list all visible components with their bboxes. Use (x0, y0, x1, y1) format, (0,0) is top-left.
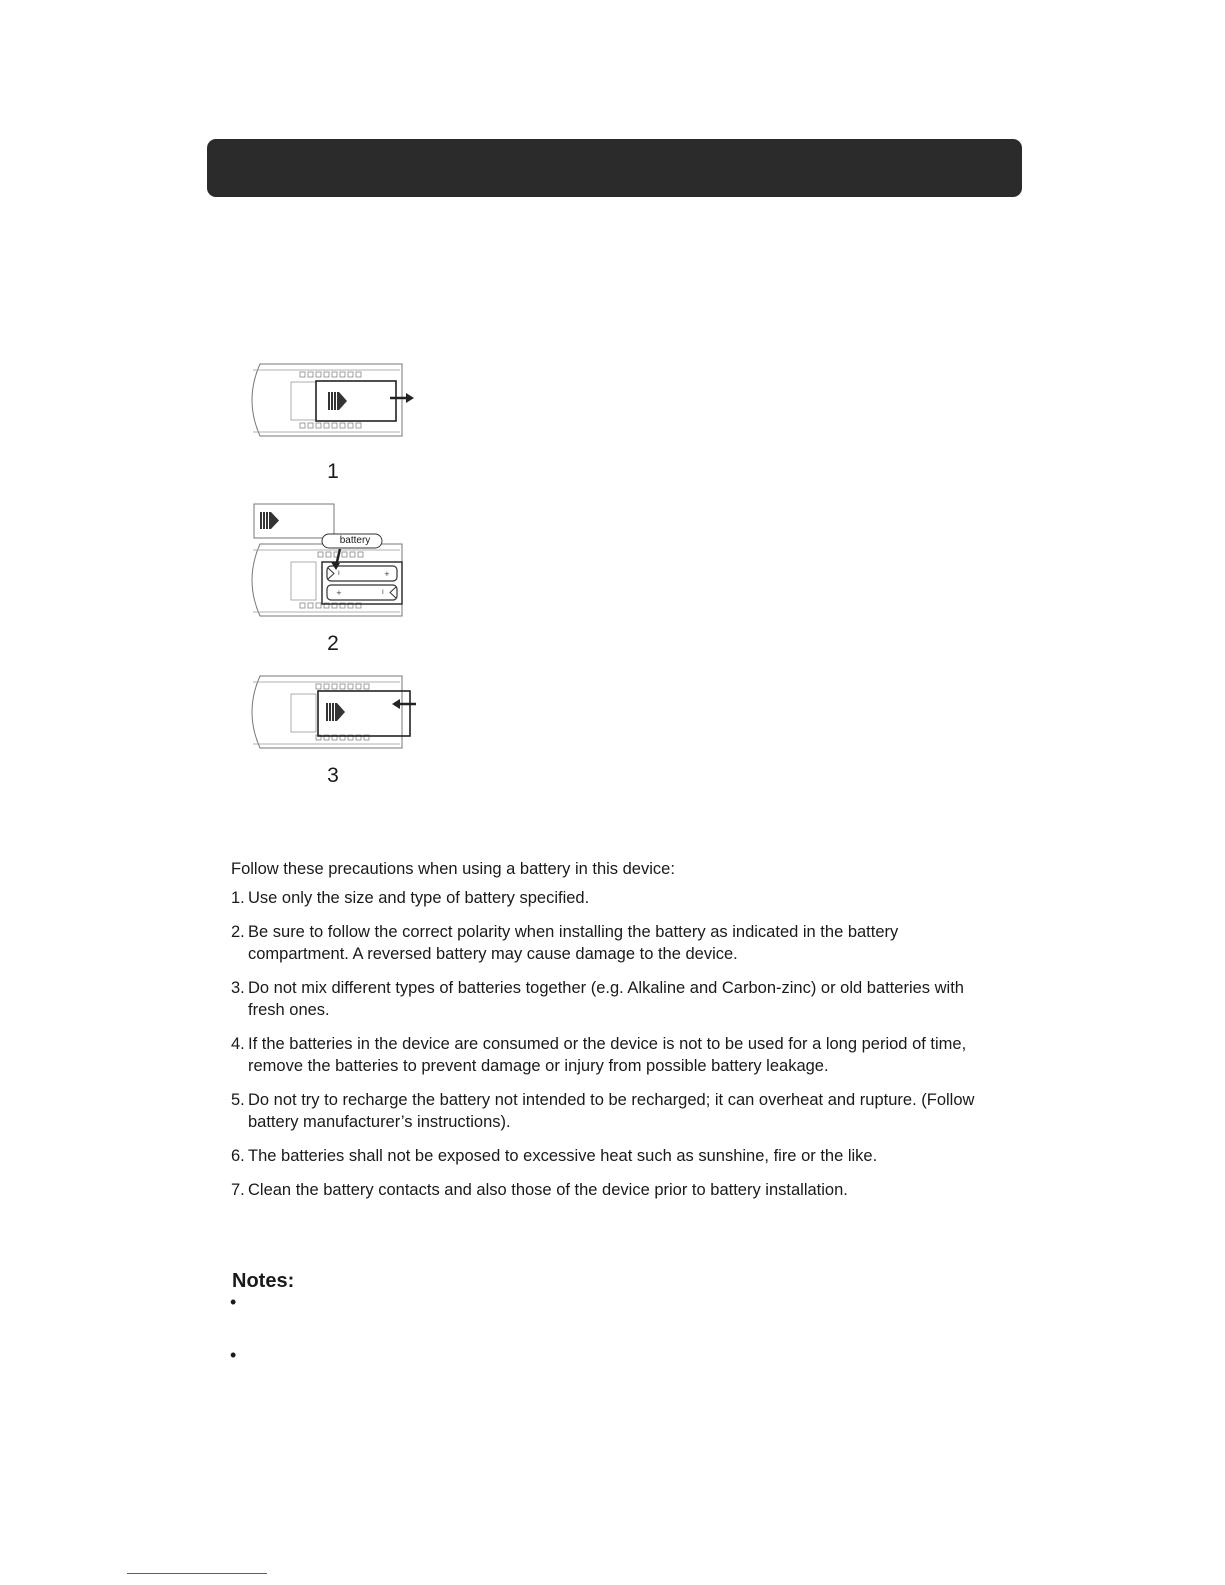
list-item (231, 977, 991, 1021)
list-item (231, 1033, 991, 1077)
battery-callout-label: battery (339, 535, 371, 546)
item-text: If the batteries in the device are consumed or the device is not to be used for a long period of time, remove the batteries to prevent damage or injury from possible battery leakage. (248, 1035, 967, 1075)
figure-label-1: 1 (327, 460, 339, 483)
battery-precautions (231, 858, 991, 1213)
svg-text:I: I (382, 589, 384, 596)
list-item (231, 1145, 991, 1167)
precautions-list (231, 887, 991, 1201)
item-text: Do not try to recharge the battery not intended to be recharged; it can overheat and rupture. (Follow battery manufacturer’s instructions). (248, 1091, 975, 1131)
remote-battery-compartment-drawing (250, 502, 420, 622)
svg-text:+: + (336, 589, 342, 597)
figure-label-3: 3 (327, 764, 339, 787)
precautions-intro: Follow these precautions when using a battery in this device: (231, 860, 675, 878)
item-number: 7. (231, 1181, 245, 1199)
svg-text:I: I (338, 570, 340, 577)
notes-title: Notes: (232, 1270, 295, 1292)
item-number: 3. (231, 979, 245, 997)
svg-text:+: + (384, 570, 390, 578)
figure-insert-batteries (250, 502, 420, 622)
item-text: Clean the battery contacts and also those of the device prior to battery installation. (248, 1181, 848, 1199)
figure-label-2: 2 (327, 632, 339, 655)
item-text: Be sure to follow the correct polarity when installing the battery as indicated in the battery compartment. A reversed battery may cause damage to the device. (248, 923, 899, 963)
figure-remove-cover (250, 362, 420, 442)
item-text: The batteries shall not be exposed to excessive heat such as sunshine, fire or the like. (248, 1147, 878, 1165)
item-number: 2. (231, 923, 245, 941)
notes-bullet: • (230, 1292, 237, 1312)
item-number: 4. (231, 1035, 245, 1053)
item-text: Use only the size and type of battery specified. (248, 889, 590, 907)
notes-bullet: • (230, 1345, 237, 1365)
remote-close-cover-drawing (250, 674, 420, 754)
figure-replace-cover (250, 674, 420, 754)
remote-open-cover-drawing (250, 362, 420, 442)
list-item (231, 921, 991, 965)
item-number: 5. (231, 1091, 245, 1109)
list-item (231, 1179, 991, 1201)
item-text: Do not mix different types of batteries together (e.g. Alkaline and Carbon-zinc) or old batteries with fresh ones. (248, 979, 964, 1019)
item-number: 1. (231, 889, 245, 907)
list-item (231, 1089, 991, 1133)
list-item (231, 887, 991, 909)
notes-section (232, 1270, 294, 1293)
item-number: 6. (231, 1147, 245, 1165)
footer-link-underline (127, 1573, 267, 1574)
section-header-bar (207, 139, 1022, 197)
